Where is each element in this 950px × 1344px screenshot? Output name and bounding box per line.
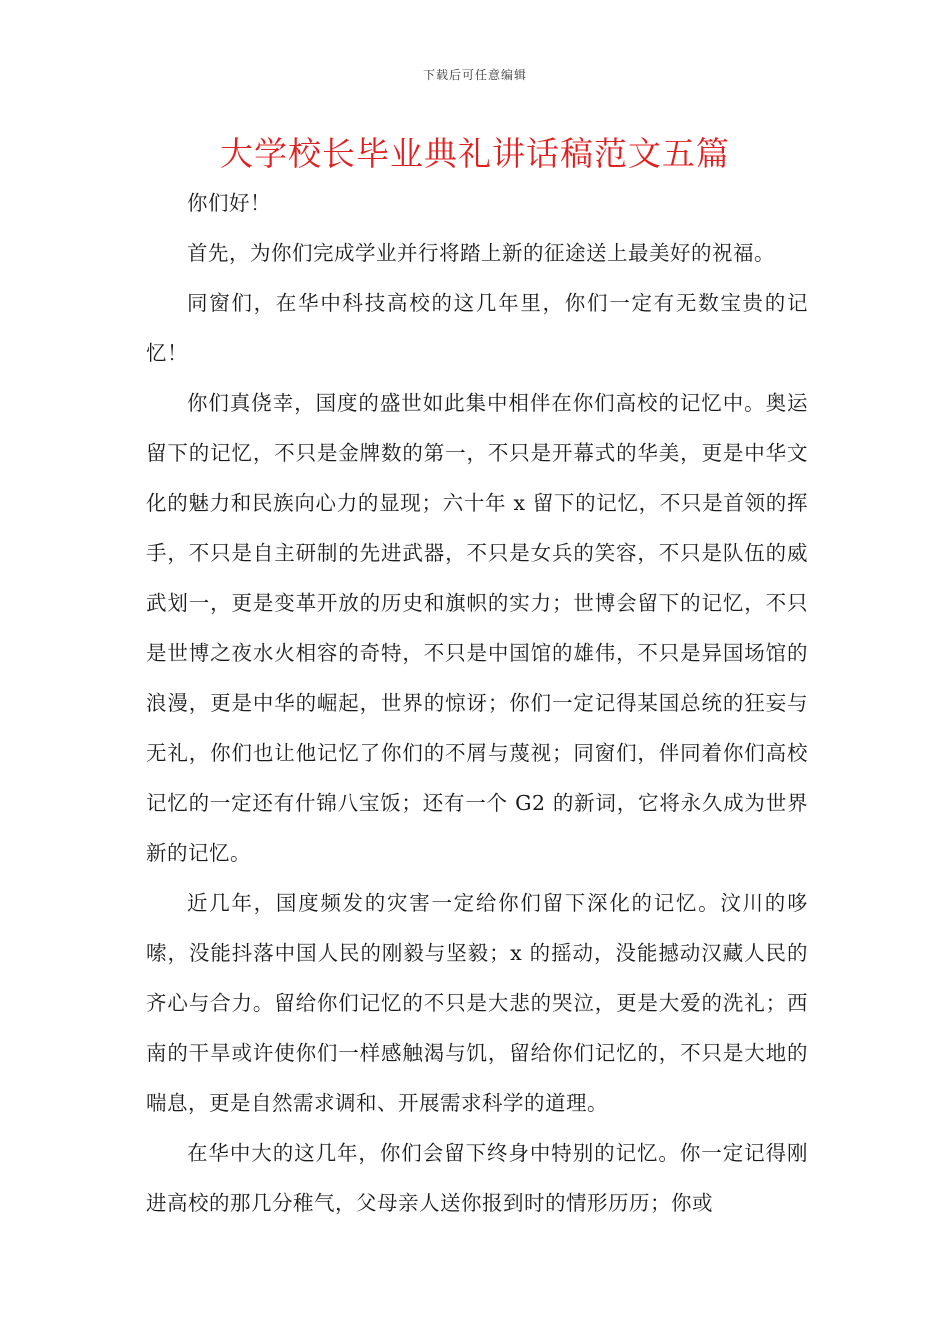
document-title: 大学校长毕业典礼讲话稿范文五篇 [220,134,730,173]
paragraph: 在华中大的这几年，你们会留下终身中特别的记忆。你一定记得刚进高校的那几分稚气，父母亲人送你报到时的情形历历；你或 [146,1141,808,1215]
document-body [146,178,808,1228]
header-note: 下载后可任意编辑 [422,68,527,82]
paragraph: 你们真侥幸，国度的盛世如此集中相伴在你们高校的记忆中。奥运留下的记忆，不只是金牌数的第一，不只是开幕式的华美，更是中华文化的魅力和民族向心力的显现；六十年 x 留下的记忆，不只是首领的挥手，不只是自主研制的先进武器，不只是女兵的笑容，不只是队伍的威武划一，更是变革开放的历史和旗帜的实力；世博会留下的记忆，不只是世博之夜水火相容的奇特，不只是中国馆的雄伟，不只是异国场馆的浪漫，更是中华的崛起，世界的惊讶；你们一定记得某国总统的狂妄与无礼，你们也让他记忆了你们的不屑与蔑视；同窗们，伴同着你们高校记忆的一定还有什锦八宝饭；还有一个 G2 的新词，它将永久成为世界新的记忆。 [146,391,808,865]
paragraph-greeting: 你们好！ [187,191,271,215]
paragraph: 首先，为你们完成学业并行将踏上新的征途送上最美好的祝福。 [187,241,775,265]
paragraph: 近几年，国度频发的灾害一定给你们留下深化的记忆。汶川的哆嗦，没能抖落中国人民的刚毅与坚毅；x 的摇动，没能撼动汉藏人民的齐心与合力。留给你们记忆的不只是大悲的哭泣，更是大爱的洗礼；西南的干旱或许使你们一样感触渴与饥，留给你们记忆的，不只是大地的喘息，更是自然需求调和、开展需求科学的道理。 [146,891,808,1115]
paragraph: 同窗们，在华中科技高校的这几年里，你们一定有无数宝贵的记忆！ [146,291,808,365]
